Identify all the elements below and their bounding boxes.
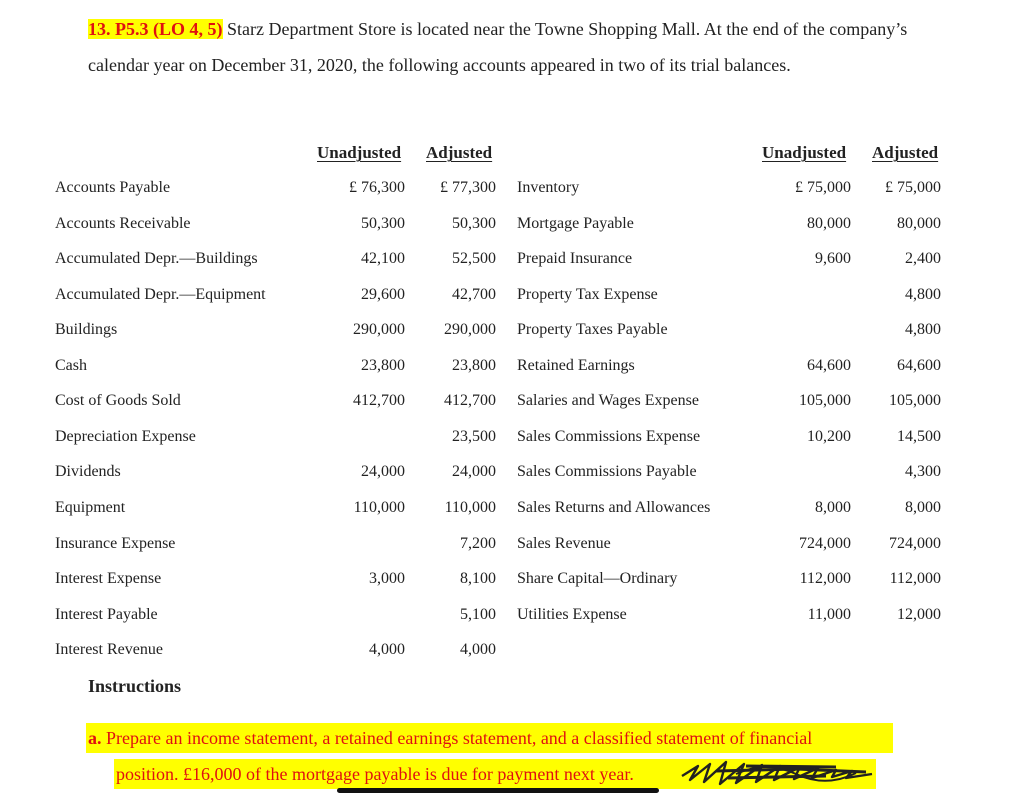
adjusted-amount: 110,000 [444,499,496,516]
unadjusted-amount: 3,000 [369,570,405,587]
adjusted-amount: 2,400 [905,250,941,267]
account-name: Insurance Expense [55,535,176,552]
unadjusted-amount: 110,000 [353,499,405,516]
adjusted-amount: 5,100 [460,606,496,623]
account-name: Cost of Goods Sold [55,392,181,409]
adjusted-amount: 64,600 [897,357,941,374]
unadjusted-amount: 290,000 [353,321,405,338]
adjusted-amount: £ 77,300 [440,179,496,196]
account-name: Interest Payable [55,606,158,623]
account-name: Mortgage Payable [517,215,634,232]
adjusted-amount: 412,700 [444,392,496,409]
adjusted-amount: 8,000 [905,499,941,516]
problem-text: Starz Department Store is located near the Towne Shopping Mall. At the end of the company’s calendar year on December 31, 2020, the following accounts appeared in two of its trial balances. [88,19,908,75]
adjusted-amount: 12,000 [897,606,941,623]
task-text-2: position. £16,000 of the mortgage payable is due for payment next year. [116,764,634,784]
adjusted-amount: 4,800 [905,321,941,338]
account-name: Accumulated Depr.—Buildings [55,250,258,267]
task-label: a. [88,728,102,748]
unadjusted-amount: 80,000 [807,215,851,232]
problem-label: 13. P5.3 (LO 4, 5) [88,19,223,39]
unadjusted-amount: 50,300 [361,215,405,232]
account-name: Interest Expense [55,570,162,587]
header-left-adjusted: Adjusted [426,143,493,162]
unadjusted-amount: 8,000 [815,499,851,516]
adjusted-amount: 52,500 [452,250,496,267]
task-text-1: Prepare an income statement, a retained earnings statement, and a classified statement of financial [101,728,813,748]
account-name: Property Tax Expense [517,286,658,303]
unadjusted-amount: 724,000 [799,535,851,552]
unadjusted-amount: 10,200 [807,428,851,445]
unadjusted-amount: 112,000 [799,570,851,587]
unadjusted-amount: £ 75,000 [795,179,851,196]
account-name: Share Capital—Ordinary [517,570,678,587]
account-name: Salaries and Wages Expense [517,392,699,409]
adjusted-amount: £ 75,000 [885,179,941,196]
header-right-unadjusted: Unadjusted [762,143,847,162]
scrollbar-thumb[interactable] [337,788,659,793]
unadjusted-amount: 9,600 [815,250,851,267]
adjusted-amount: 724,000 [889,535,941,552]
account-name: Sales Commissions Payable [517,463,697,480]
adjusted-amount: 290,000 [444,321,496,338]
instruction-task-line-1 [86,723,893,753]
account-name: Sales Commissions Expense [517,428,701,445]
unadjusted-amount: 29,600 [361,286,405,303]
unadjusted-amount: 23,800 [361,357,405,374]
unadjusted-amount: 64,600 [807,357,851,374]
unadjusted-amount: 4,000 [369,641,405,658]
account-name: Interest Revenue [55,641,163,658]
adjusted-amount: 24,000 [452,463,496,480]
adjusted-amount: 80,000 [897,215,941,232]
adjusted-amount: 8,100 [460,570,496,587]
account-name: Retained Earnings [517,357,635,374]
problem-statement [88,12,948,83]
account-name: Sales Returns and Allowances [517,499,711,516]
account-name: Buildings [55,321,118,338]
adjusted-amount: 23,500 [452,428,496,445]
account-name: Accumulated Depr.—Equipment [55,286,266,303]
account-name: Inventory [517,179,580,196]
adjusted-amount: 4,000 [460,641,496,658]
adjusted-amount: 14,500 [897,428,941,445]
header-left-unadjusted: Unadjusted [317,143,402,162]
unadjusted-amount: 42,100 [361,250,405,267]
header-right-adjusted: Adjusted [872,143,939,162]
adjusted-amount: 23,800 [452,357,496,374]
scribble-redaction [676,756,882,790]
account-name: Accounts Payable [55,179,171,196]
account-name: Utilities Expense [517,606,627,623]
instructions-heading: Instructions [88,676,182,696]
adjusted-amount: 4,800 [905,286,941,303]
account-name: Sales Revenue [517,535,611,552]
account-name: Prepaid Insurance [517,250,633,267]
account-name: Dividends [55,463,121,480]
account-name: Equipment [55,499,126,516]
unadjusted-amount: 24,000 [361,463,405,480]
adjusted-amount: 7,200 [460,535,496,552]
adjusted-amount: 42,700 [452,286,496,303]
unadjusted-amount: 105,000 [799,392,851,409]
adjusted-amount: 50,300 [452,215,496,232]
account-name: Depreciation Expense [55,428,196,445]
adjusted-amount: 105,000 [889,392,941,409]
account-name: Property Taxes Payable [517,321,668,338]
adjusted-amount: 112,000 [889,570,941,587]
account-name: Accounts Receivable [55,215,191,232]
unadjusted-amount: £ 76,300 [349,179,405,196]
unadjusted-amount: 11,000 [807,606,851,623]
unadjusted-amount: 412,700 [353,392,405,409]
adjusted-amount: 4,300 [905,463,941,480]
account-name: Cash [55,357,87,374]
